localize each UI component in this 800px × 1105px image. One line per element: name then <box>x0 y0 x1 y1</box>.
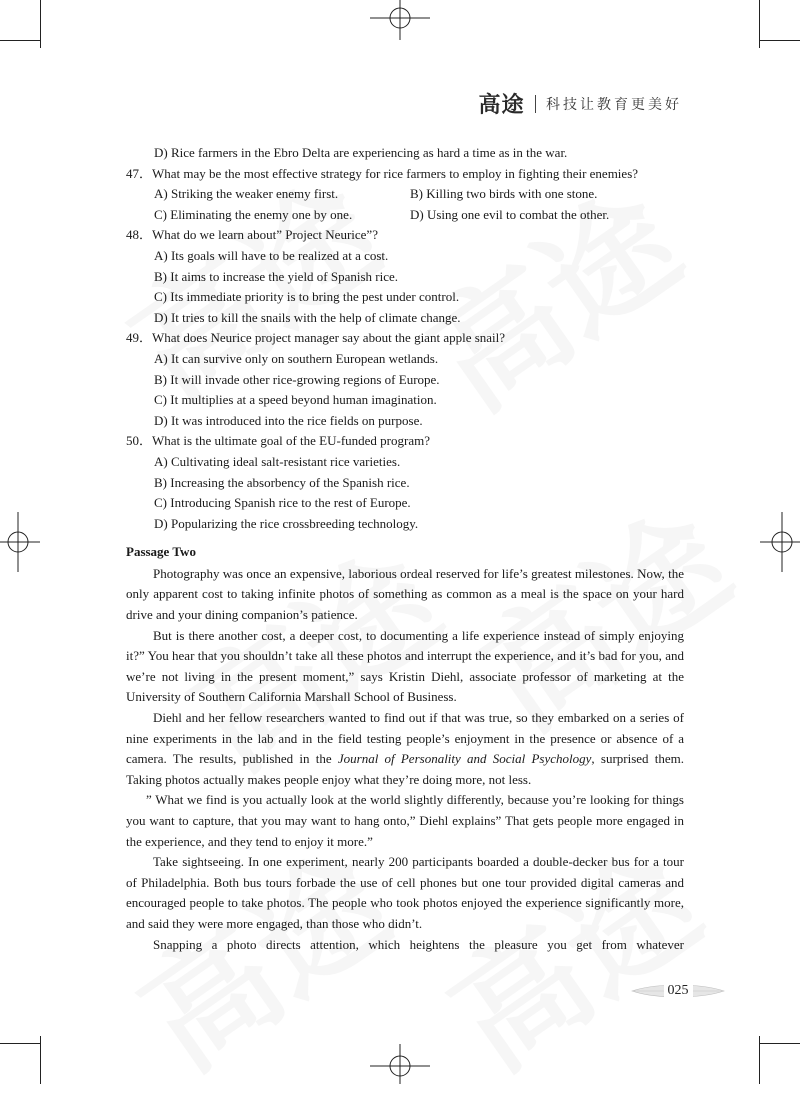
option-c: C) Introducing Spanish rice to the rest of Europe. <box>154 495 411 511</box>
brand-slogan: 科技让教育更美好 <box>546 96 682 113</box>
page-number: 025 <box>664 983 693 999</box>
question-text: What is the ultimate goal of the EU-funded program? <box>152 433 430 449</box>
paragraph-with-journal: Diehl and her fellow researchers wanted to find out if that was true, so they embarked on a series of nine experiments in the lab and in the field testing people’s enjoyment in the presence or absence of a camera. The results, published in the Journal of Personality and Social Psychology, surprised them. Taking photos actually makes people enjoy what they’re doing more, not less. <box>126 710 685 787</box>
question-number: 49． <box>126 330 153 346</box>
option-b: B) Killing two birds with one stone. <box>410 186 598 202</box>
option-d: D) It was introduced into the rice fields on purpose. <box>154 412 423 428</box>
question-number: 48． <box>126 227 153 243</box>
question-49 <box>126 328 684 349</box>
registration-mark-bottom <box>370 1044 430 1084</box>
paragraph: Take sightseeing. In one experiment, nearly 200 participants boarded a double-decker bus for a tour of Philadelphia. Both bus tours forbade the use of cell phones but one tour provided digital cameras and encouraged people to take photos. The people who took photos enjoyed the experience significantly more, and said they were more engaged, than those who didn’t. <box>126 854 684 931</box>
paragraph: ” What we find is you actually look at the world slightly differently, because you’re looking for things you want to capture, that you may want to hang onto,” Diehl explains” That gets people more engaged in the experience, and they tend to enjoy it more.” <box>126 792 684 849</box>
crop-mark <box>0 1043 40 1044</box>
option-a: A) Striking the weaker enemy first. <box>154 186 339 202</box>
crop-mark <box>0 40 40 41</box>
question-50 <box>126 431 684 452</box>
option-a: A) Its goals will have to be realized at a cost. <box>154 247 389 263</box>
crop-mark <box>760 1043 800 1044</box>
journal-title: Journal of Personality and Social Psychology <box>337 751 592 767</box>
option-line: D) Rice farmers in the Ebro Delta are experiencing as hard a time as in the war. <box>154 145 568 160</box>
crop-mark <box>40 0 41 48</box>
question-number: 50． <box>126 433 153 449</box>
crop-mark <box>40 1036 41 1084</box>
option-d: D) Popularizing the rice crossbreeding technology. <box>154 515 419 531</box>
paragraph: Photography was once an expensive, laborious ordeal reserved for life’s greatest milestones. Now, the only apparent cost to taking infinite photos of something as common as a meal is the space on your hard drive and your dining companion’s patience. <box>126 565 684 623</box>
crop-mark <box>760 40 800 41</box>
option-c: C) Eliminating the enemy one by one. <box>154 206 353 222</box>
registration-mark-right <box>760 512 800 572</box>
paragraph: Snapping a photo directs attention, which heightens the pleasure you get from whatever <box>153 936 684 952</box>
option-d: D) It tries to kill the snails with the help of climate change. <box>154 309 461 325</box>
option-b: B) It aims to increase the yield of Spanish rice. <box>154 268 399 284</box>
paragraph: But is there another cost, a deeper cost, to documenting a life experience instead of simply enjoying it?” You hear that you shouldn’t take all these photos and interrupt the experience, and it’s bad for you, and we’re not living in the present moment,” says Kristin Diehl, associate professor of marketing at the University of Southern California Marshall School of Business. <box>126 627 684 705</box>
registration-mark-top <box>370 0 430 40</box>
option-b: B) It will invade other rice-growing regions of Europe. <box>154 371 440 387</box>
page-number-badge <box>630 980 726 1002</box>
option-c: C) It multiplies at a speed beyond human imagination. <box>154 392 437 408</box>
option-d: D) Using one evil to combat the other. <box>410 206 610 222</box>
question-text: What does Neurice project manager say about the giant apple snail? <box>152 330 506 346</box>
option-b: B) Increasing the absorbency of the Spanish rice. <box>154 474 410 490</box>
question-text: What may be the most effective strategy for rice farmers to employ in fighting their enemies? <box>152 165 639 181</box>
question-number: 47． <box>126 165 153 181</box>
question-48 <box>126 225 684 246</box>
option-c: C) Its immediate priority is to bring the pest under control. <box>154 289 460 305</box>
question-47 <box>126 164 684 185</box>
question-text: What do we learn about” Project Neurice”? <box>152 227 378 243</box>
passage-title: Passage Two <box>126 544 196 560</box>
option-a: A) Cultivating ideal salt-resistant rice varieties. <box>154 453 401 469</box>
option-row <box>126 184 684 205</box>
page-header <box>478 88 682 119</box>
option-a: A) It can survive only on southern European wetlands. <box>154 350 439 366</box>
brand-logo: 高途 <box>478 93 525 118</box>
page-content <box>126 143 684 955</box>
registration-mark-left <box>0 512 40 572</box>
header-divider <box>535 95 537 113</box>
option-row <box>126 205 684 226</box>
